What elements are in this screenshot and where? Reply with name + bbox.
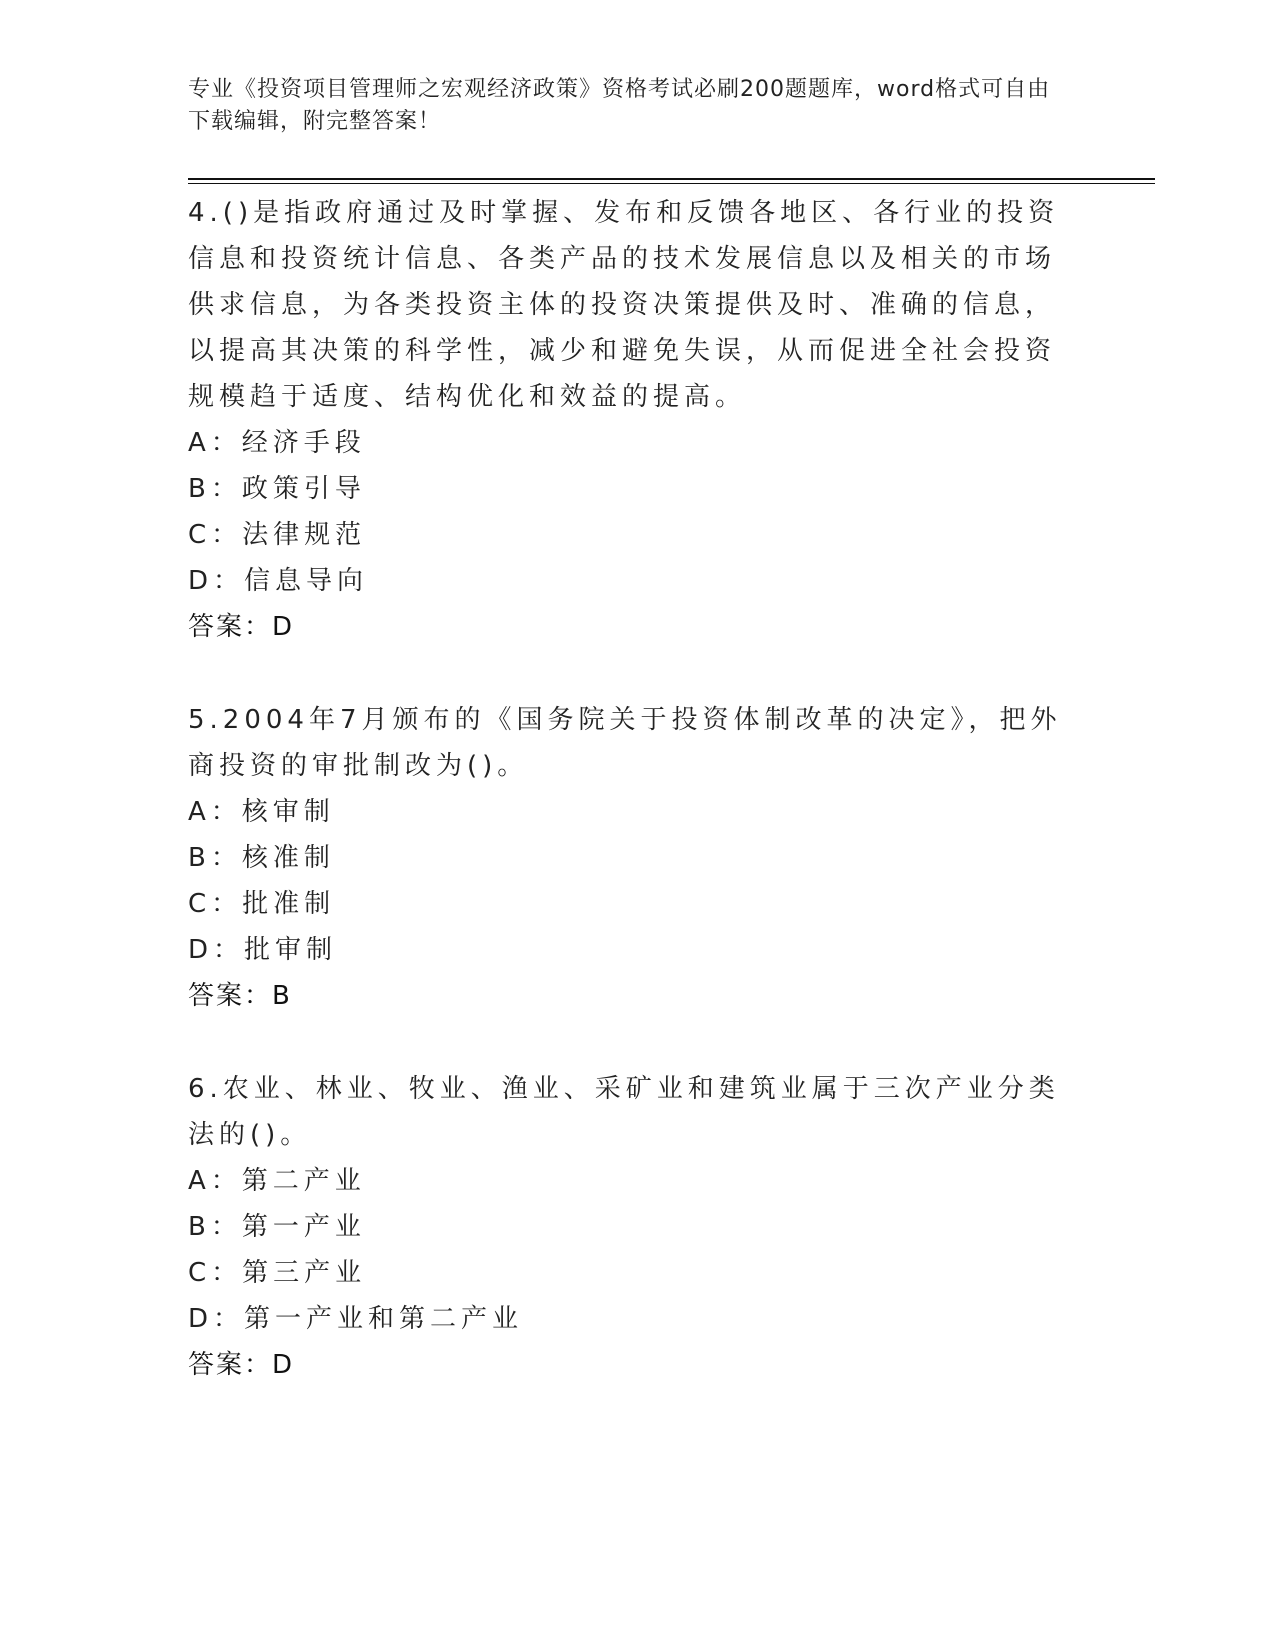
option-b: B：第一产业 [188, 1212, 366, 1242]
option-d: D：批审制 [188, 935, 338, 965]
question-text: 4.()是指政府通过及时掌握、发布和反馈各地区、各行业的投资信息和投资统计信息、各类产品的技术发展信息以及相关的市场供求信息，为各类投资主体的投资决策提供及时、准确的信息，以提高其决策的科学性，减少和避免失误，从而促进全社会投资规模趋于适度、结构优化和效益的提高。 [188, 198, 1060, 412]
document-header: 专业《投资项目管理师之宏观经济政策》资格考试必刷200题题库，word格式可自由下载编辑，附完整答案！ [188, 77, 1051, 134]
question-5 [188, 697, 1068, 1019]
answer: 答案：D [188, 1350, 295, 1380]
option-c: C：批准制 [188, 889, 336, 919]
question-list [188, 190, 1068, 1435]
question-6 [188, 1066, 1068, 1388]
header-divider-thick [188, 178, 1155, 180]
option-b: B：政策引导 [188, 474, 366, 504]
question-text: 5.2004年7月颁布的《国务院关于投资体制改革的决定》，把外商投资的审批制改为()。 [188, 705, 1062, 781]
option-c: C：法律规范 [188, 520, 367, 550]
option-b: B：核准制 [188, 843, 335, 873]
header-divider-thin [188, 183, 1155, 184]
answer: 答案：D [188, 612, 295, 642]
option-a: A：经济手段 [188, 428, 366, 458]
option-d: D：第一产业和第二产业 [188, 1304, 524, 1334]
option-a: A：核审制 [188, 797, 335, 827]
question-text: 6.农业、林业、牧业、渔业、采矿业和建筑业属于三次产业分类法的()。 [188, 1074, 1060, 1150]
answer: 答案：B [188, 981, 292, 1011]
option-c: C：第三产业 [188, 1258, 367, 1288]
option-a: A：第二产业 [188, 1166, 366, 1196]
question-4 [188, 190, 1068, 650]
option-d: D：信息导向 [188, 566, 369, 596]
